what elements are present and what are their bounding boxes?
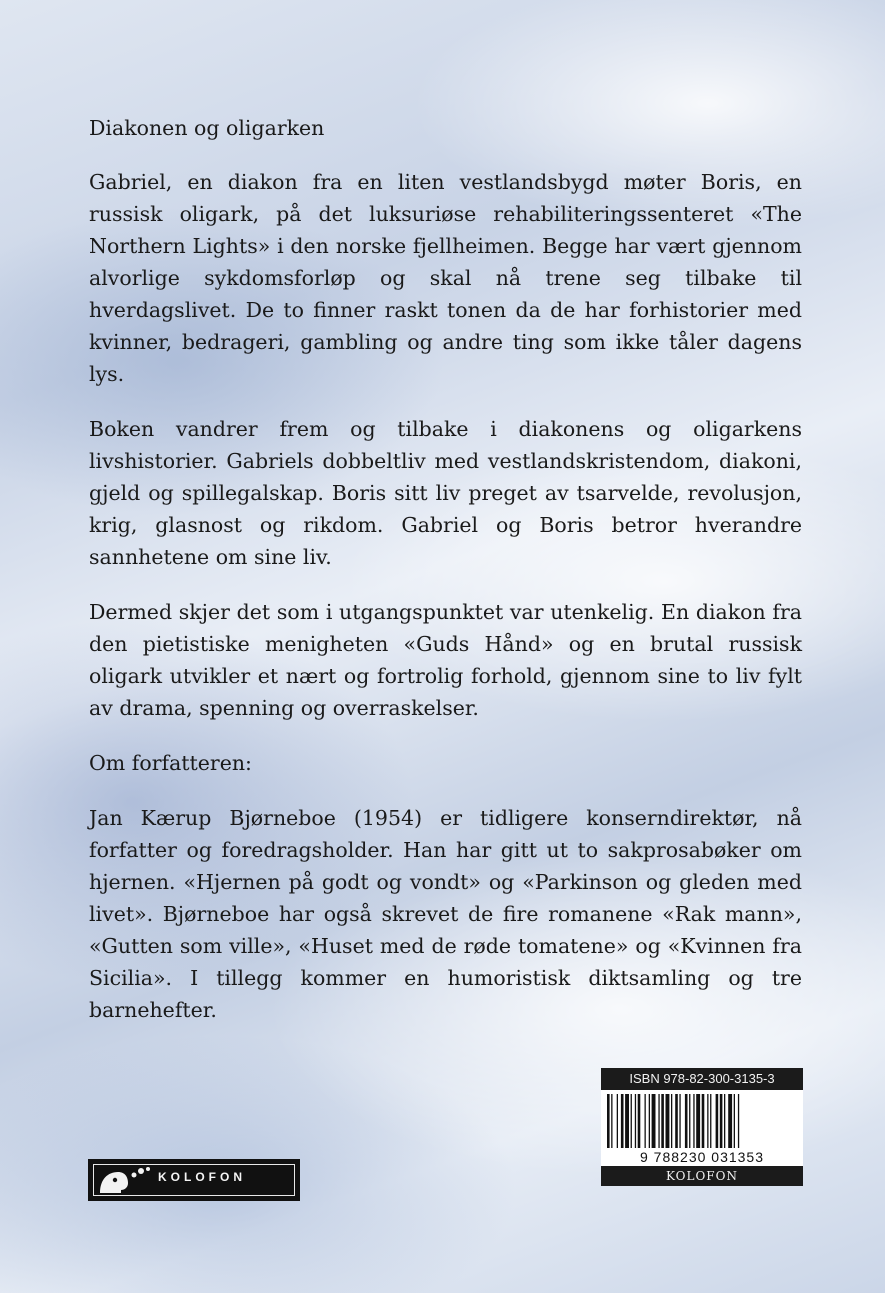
author-heading: Om forfatteren:: [89, 751, 252, 775]
isbn-number: ISBN 978-82-300-3135-3: [601, 1068, 803, 1090]
blurb-paragraph-2: Boken vandrer frem og tilbake i diakonens og oligarkens livshistorier. Gabriels dobbeltliv med vestlandskristendom, diakoni, gjeld og spillegalskap. Boris sitt liv preget av tsarvelde, revolusjon, krig, glasnost og rikdom. Gabriel og Boris betror hverandre sannhetene om sine liv.: [89, 417, 802, 569]
author-bio: Jan Kærup Bjørneboe (1954) er tidligere konserndirektør, nå forfatter og foredragsholder. Han har gitt ut to sakprosabøker om hjernen. «Hjernen på godt og vondt» og «Parkinson og gleden med livet». Bjørneboe har også skrevet de fire romanene «Rak mann», «Gutten som ville», «Huset med de røde tomatene» og «Kvinnen fra Sicilia». I tillegg kommer en humoristisk diktsamling og tre barnehefter.: [89, 806, 802, 1022]
kolofon-logo-icon: [94, 1163, 154, 1197]
barcode-icon: [601, 1090, 803, 1150]
blurb-paragraph-1: Gabriel, en diakon fra en liten vestlandsbygd møter Boris, en russisk oligark, på det luksuriøse rehabiliteringssenteret «The Northern Lights» i den norske fjellheimen. Begge har vært gjennom alvorlige sykdomsforløp og skal nå trene seg tilbake til hverdagslivet. De to finner raskt tonen da de har forhistorier med kvinner, bedrageri, gambling og andre ting som ikke tåler dagens lys.: [89, 170, 802, 386]
logo-text: KOLOFON: [158, 1170, 246, 1184]
back-cover-text: [89, 112, 802, 1049]
barcode-publisher-label: KOLOFON: [601, 1166, 803, 1186]
isbn-barcode: [601, 1068, 803, 1202]
book-title: Diakonen og oligarken: [89, 116, 325, 140]
barcode-bars: [601, 1090, 803, 1166]
publisher-logo: [88, 1159, 300, 1201]
barcode-digits: 9 788230 031353: [601, 1148, 803, 1166]
blurb-paragraph-3: Dermed skjer det som i utgangspunktet var utenkelig. En diakon fra den pietistiske menigheten «Guds Hånd» og en brutal russisk oligark utvikler et nært og fortrolig forhold, gjennom sine to liv fylt av drama, spenning og overraskelser.: [89, 600, 802, 720]
